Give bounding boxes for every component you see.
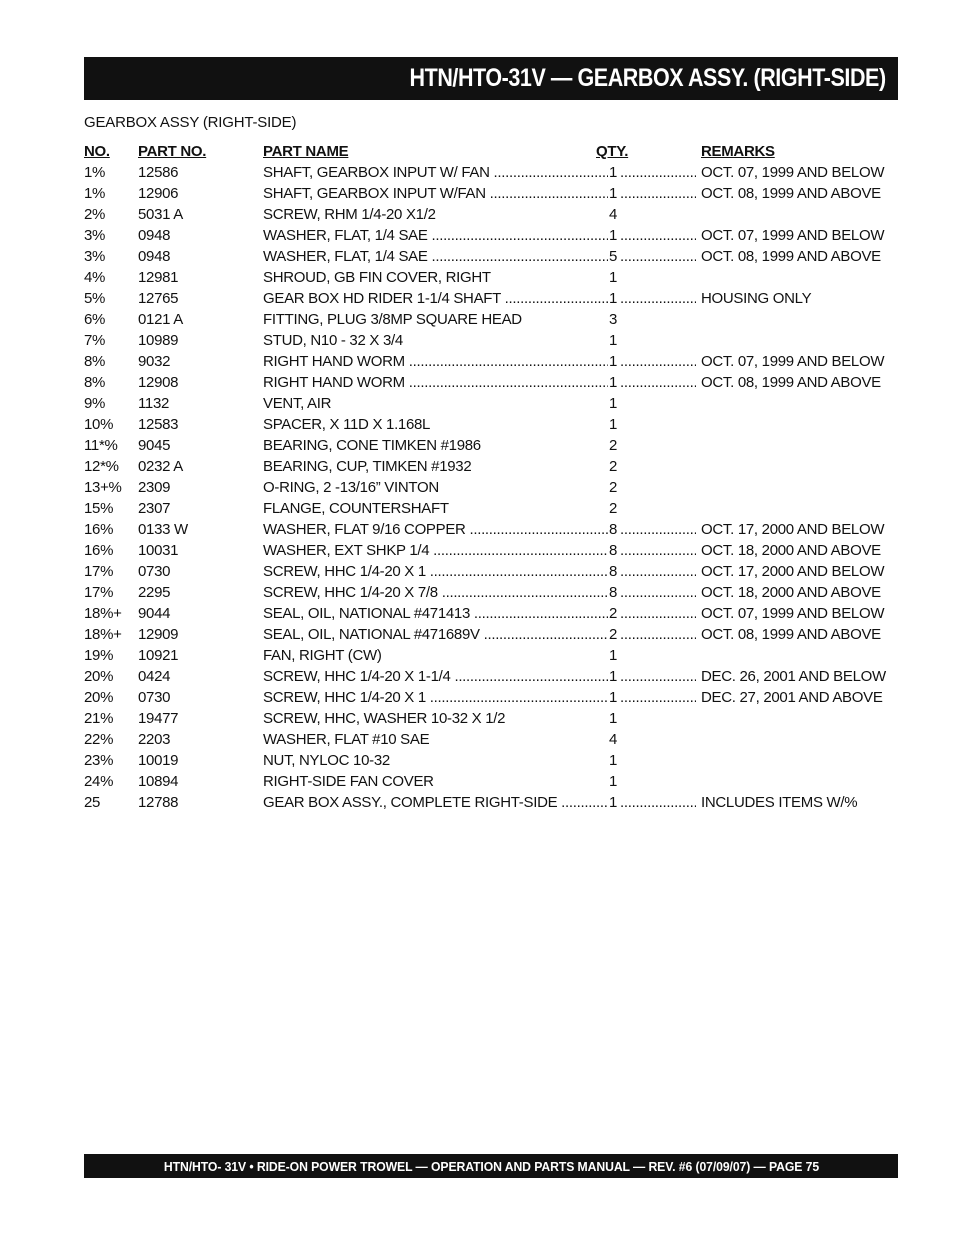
- table-row: [84, 309, 904, 330]
- column-header-no: NO.: [84, 143, 110, 160]
- dot-leader: [620, 624, 696, 645]
- part-name: STUD, N10 - 32 X 3/4: [263, 332, 403, 349]
- part-no: 10019: [138, 752, 179, 769]
- part-no: 5031 A: [138, 206, 183, 223]
- part-no: 12909: [138, 626, 179, 643]
- column-header-part-no: PART NO.: [138, 143, 207, 160]
- item-no: 16%: [84, 542, 114, 559]
- qty: 1: [609, 689, 618, 706]
- item-no: 17%: [84, 584, 114, 601]
- item-no: 11*%: [84, 437, 118, 454]
- item-no: 6%: [84, 311, 106, 328]
- page-title-bar: [84, 57, 898, 100]
- item-no: 8%: [84, 374, 106, 391]
- table-row: [84, 414, 904, 435]
- part-name: BEARING, CONE TIMKEN #1986: [263, 437, 481, 454]
- table-row: [84, 750, 904, 771]
- remarks: OCT. 08, 1999 AND ABOVE: [701, 374, 881, 391]
- qty: 8: [609, 521, 618, 538]
- table-row: [84, 645, 904, 666]
- qty: 1: [609, 752, 618, 769]
- qty: 2: [609, 479, 618, 496]
- remarks: OCT. 18, 2000 AND ABOVE: [701, 584, 881, 601]
- item-no: 18%+: [84, 626, 122, 643]
- dot-leader: [620, 225, 696, 246]
- qty: 1: [609, 416, 618, 433]
- part-no: 12908: [138, 374, 179, 391]
- item-no: 19%: [84, 647, 114, 664]
- qty: 2: [609, 458, 618, 475]
- item-no: 23%: [84, 752, 114, 769]
- table-row: [84, 330, 904, 351]
- table-row: [84, 162, 904, 183]
- qty: 2: [609, 626, 618, 643]
- remarks: OCT. 08, 1999 AND ABOVE: [701, 248, 881, 265]
- part-no: 0133 W: [138, 521, 188, 538]
- remarks: OCT. 17, 2000 AND BELOW: [701, 521, 885, 538]
- item-no: 13+%: [84, 479, 122, 496]
- remarks: OCT. 07, 1999 AND BELOW: [701, 605, 885, 622]
- item-no: 22%: [84, 731, 114, 748]
- part-no: 0730: [138, 563, 171, 580]
- remarks: OCT. 07, 1999 AND BELOW: [701, 227, 885, 244]
- table-row: [84, 771, 904, 792]
- item-no: 21%: [84, 710, 114, 727]
- part-no: 0424: [138, 668, 171, 685]
- part-name: SEAL, OIL, NATIONAL #471689V .....: [263, 624, 608, 645]
- column-header-part-name: PART NAME: [263, 143, 349, 160]
- part-no: 9032: [138, 353, 171, 370]
- part-no: 12906: [138, 185, 179, 202]
- qty: 1: [609, 710, 618, 727]
- table-row: [84, 498, 904, 519]
- remarks: OCT. 08, 1999 AND ABOVE: [701, 185, 881, 202]
- item-no: 2%: [84, 206, 106, 223]
- section-title: GEARBOX ASSY (RIGHT-SIDE): [84, 114, 297, 131]
- dot-leader: [620, 162, 696, 183]
- dot-leader: [620, 666, 696, 687]
- remarks: INCLUDES ITEMS W/%: [701, 794, 858, 811]
- part-no: 2203: [138, 731, 171, 748]
- table-row: [84, 372, 904, 393]
- qty: 4: [609, 731, 618, 748]
- part-name: NUT, NYLOC 10-32: [263, 752, 390, 769]
- table-body: [84, 162, 904, 813]
- footer-bar: [84, 1154, 898, 1178]
- part-no: 10894: [138, 773, 179, 790]
- qty: 1: [609, 395, 618, 412]
- part-name: RIGHT HAND WORM .....: [263, 372, 608, 393]
- table-row: [84, 624, 904, 645]
- remarks: DEC. 26, 2001 AND BELOW: [701, 668, 886, 685]
- part-no: 1132: [138, 395, 170, 412]
- table-row: [84, 540, 904, 561]
- part-name: SCREW, RHM 1/4-20 X1/2: [263, 206, 436, 223]
- part-name: WASHER, EXT SHKP 1/4 .....: [263, 540, 608, 561]
- part-no: 12583: [138, 416, 179, 433]
- qty: 1: [609, 290, 618, 307]
- table-row: [84, 519, 904, 540]
- item-no: 1%: [84, 185, 106, 202]
- part-name: SEAL, OIL, NATIONAL #471413 .....: [263, 603, 608, 624]
- qty: 1: [609, 164, 618, 181]
- part-no: 0232 A: [138, 458, 183, 475]
- remarks: DEC. 27, 2001 AND ABOVE: [701, 689, 883, 706]
- item-no: 8%: [84, 353, 106, 370]
- qty: 1: [609, 332, 618, 349]
- part-name: WASHER, FLAT #10 SAE: [263, 731, 430, 748]
- part-name: FITTING, PLUG 3/8MP SQUARE HEAD: [263, 311, 522, 328]
- qty: 1: [609, 773, 618, 790]
- dot-leader: [620, 372, 696, 393]
- table-row: [84, 729, 904, 750]
- item-no: 5%: [84, 290, 106, 307]
- part-no: 10031: [138, 542, 179, 559]
- part-name: WASHER, FLAT 9/16 COPPER .....: [263, 519, 608, 540]
- part-no: 0948: [138, 248, 171, 265]
- dot-leader: [620, 288, 696, 309]
- remarks: OCT. 17, 2000 AND BELOW: [701, 563, 885, 580]
- dot-leader: [620, 582, 696, 603]
- remarks: OCT. 18, 2000 AND ABOVE: [701, 542, 881, 559]
- remarks: OCT. 07, 1999 AND BELOW: [701, 164, 885, 181]
- item-no: 16%: [84, 521, 114, 538]
- table-row: [84, 351, 904, 372]
- table-row: [84, 204, 904, 225]
- part-name: WASHER, FLAT, 1/4 SAE .....: [263, 225, 608, 246]
- table-row: [84, 582, 904, 603]
- table-row: [84, 792, 904, 813]
- table-row: [84, 393, 904, 414]
- part-name: SCREW, HHC 1/4-20 X 1 .....: [263, 561, 608, 582]
- part-name: SCREW, HHC 1/4-20 X 7/8 .....: [263, 582, 608, 603]
- table-row: [84, 561, 904, 582]
- part-name: GEAR BOX ASSY., COMPLETE RIGHT-SIDE .....: [263, 792, 608, 813]
- part-name: BEARING, CUP, TIMKEN #1932: [263, 458, 472, 475]
- part-no: 10921: [138, 647, 179, 664]
- part-no: 12788: [138, 794, 179, 811]
- qty: 1: [609, 668, 618, 685]
- qty: 8: [609, 563, 618, 580]
- table-header: [84, 141, 904, 162]
- item-no: 10%: [84, 416, 114, 433]
- table-row: [84, 456, 904, 477]
- qty: 1: [609, 374, 618, 391]
- part-name: SCREW, HHC 1/4-20 X 1-1/4 .....: [263, 666, 608, 687]
- item-no: 1%: [84, 164, 106, 181]
- table-row: [84, 603, 904, 624]
- qty: 1: [609, 647, 618, 664]
- table-row: [84, 225, 904, 246]
- column-header-remarks: REMARKS: [701, 143, 775, 160]
- dot-leader: [620, 519, 696, 540]
- page-title: HTN/HTO-31V — GEARBOX ASSY. (RIGHT-SIDE): [409, 64, 886, 92]
- part-name: RIGHT-SIDE FAN COVER: [263, 773, 434, 790]
- part-name: SHAFT, GEARBOX INPUT W/FAN .....: [263, 183, 608, 204]
- part-name: VENT, AIR: [263, 395, 332, 412]
- dot-leader: [620, 687, 696, 708]
- item-no: 4%: [84, 269, 106, 286]
- qty: 1: [609, 269, 618, 286]
- part-no: 0730: [138, 689, 171, 706]
- remarks: HOUSING ONLY: [701, 290, 812, 307]
- table-row: [84, 288, 904, 309]
- dot-leader: [620, 540, 696, 561]
- table-row: [84, 183, 904, 204]
- dot-leader: [620, 603, 696, 624]
- qty: 1: [609, 227, 618, 244]
- item-no: 20%: [84, 689, 114, 706]
- qty: 8: [609, 584, 618, 601]
- qty: 5: [609, 248, 618, 265]
- parts-table: [84, 141, 904, 813]
- item-no: 12*%: [84, 458, 119, 475]
- part-name: SCREW, HHC, WASHER 10-32 X 1/2: [263, 710, 506, 727]
- part-name: SHROUD, GB FIN COVER, RIGHT: [263, 269, 491, 286]
- item-no: 3%: [84, 248, 106, 265]
- qty: 2: [609, 437, 618, 454]
- part-no: 2307: [138, 500, 171, 517]
- part-no: 0948: [138, 227, 171, 244]
- table-row: [84, 687, 904, 708]
- part-name: SHAFT, GEARBOX INPUT W/ FAN .....: [263, 162, 608, 183]
- qty: 1: [609, 185, 618, 202]
- item-no: 18%+: [84, 605, 122, 622]
- qty: 1: [609, 353, 618, 370]
- item-no: 15%: [84, 500, 114, 517]
- dot-leader: [620, 792, 696, 813]
- part-name: SPACER, X 11D X 1.168L: [263, 416, 431, 433]
- part-name: FLANGE, COUNTERSHAFT: [263, 500, 449, 517]
- item-no: 7%: [84, 332, 106, 349]
- qty: 1: [609, 794, 618, 811]
- dot-leader: [620, 183, 696, 204]
- item-no: 20%: [84, 668, 114, 685]
- table-row: [84, 246, 904, 267]
- remarks: OCT. 07, 1999 AND BELOW: [701, 353, 885, 370]
- qty: 4: [609, 206, 618, 223]
- part-no: 12586: [138, 164, 179, 181]
- remarks: OCT. 08, 1999 AND ABOVE: [701, 626, 881, 643]
- table-row: [84, 477, 904, 498]
- column-header-qty: QTY.: [596, 143, 629, 160]
- table-row: [84, 267, 904, 288]
- part-name: O-RING, 2 -13/16” VINTON: [263, 479, 439, 496]
- part-no: 9044: [138, 605, 171, 622]
- dot-leader: [620, 246, 696, 267]
- qty: 8: [609, 542, 618, 559]
- part-name: GEAR BOX HD RIDER 1-1/4 SHAFT .....: [263, 288, 608, 309]
- part-no: 2295: [138, 584, 171, 601]
- qty: 2: [609, 605, 618, 622]
- footer-text: HTN/HTO- 31V • RIDE-ON POWER TROWEL — OPERATION AND PARTS MANUAL — REV. #6 (07/09/07) — PAGE 75: [163, 1158, 819, 1174]
- part-name: RIGHT HAND WORM .....: [263, 351, 608, 372]
- part-no: 19477: [138, 710, 179, 727]
- part-no: 0121 A: [138, 311, 183, 328]
- qty: 2: [609, 500, 618, 517]
- part-name: WASHER, FLAT, 1/4 SAE .....: [263, 246, 608, 267]
- item-no: 25: [84, 794, 101, 811]
- table-row: [84, 435, 904, 456]
- part-name: FAN, RIGHT (CW): [263, 647, 382, 664]
- item-no: 3%: [84, 227, 106, 244]
- item-no: 24%: [84, 773, 114, 790]
- part-name: SCREW, HHC 1/4-20 X 1 .....: [263, 687, 608, 708]
- part-no: 9045: [138, 437, 171, 454]
- dot-leader: [620, 351, 696, 372]
- item-no: 17%: [84, 563, 114, 580]
- part-no: 2309: [138, 479, 171, 496]
- item-no: 9%: [84, 395, 106, 412]
- part-no: 10989: [138, 332, 179, 349]
- table-row: [84, 708, 904, 729]
- part-no: 12765: [138, 290, 179, 307]
- table-row: [84, 666, 904, 687]
- qty: 3: [609, 311, 618, 328]
- dot-leader: [620, 561, 696, 582]
- part-no: 12981: [138, 269, 179, 286]
